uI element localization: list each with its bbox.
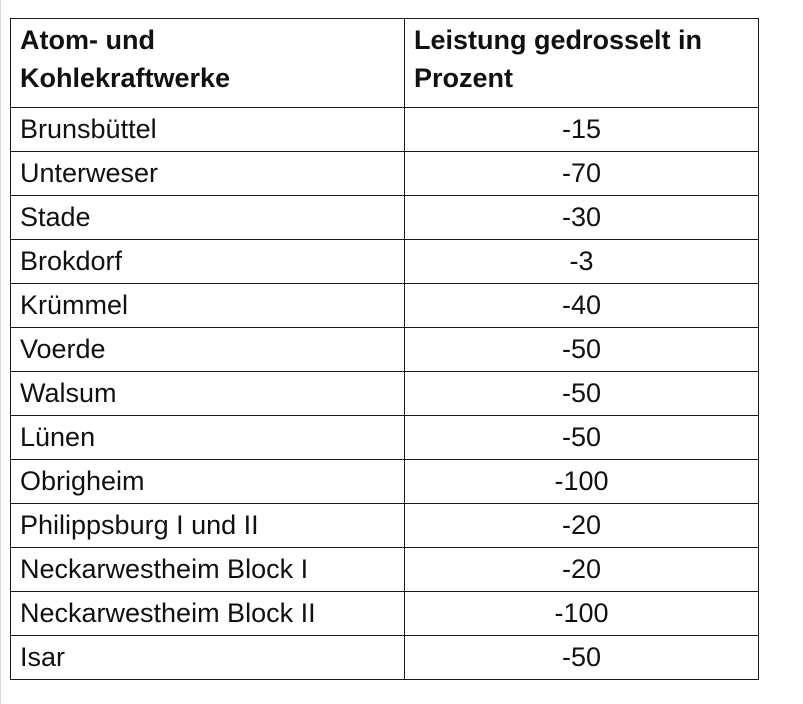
header-reduction-line-1: Leistung gedrosselt in bbox=[414, 25, 703, 55]
page-edge bbox=[0, 0, 1, 704]
reduction-value: -100 bbox=[405, 460, 759, 504]
table-row bbox=[11, 240, 759, 284]
reduction-value: -3 bbox=[405, 240, 759, 284]
header-reduction-line-2: Prozent bbox=[414, 63, 514, 93]
reduction-value: -30 bbox=[405, 196, 759, 240]
reduction-value: -40 bbox=[405, 284, 759, 328]
table-row bbox=[11, 328, 759, 372]
header-plants-line-2: Kohlekraftwerke bbox=[20, 63, 231, 93]
table-row bbox=[11, 196, 759, 240]
plant-name: Obrigheim bbox=[11, 460, 405, 504]
reduction-value: -20 bbox=[405, 548, 759, 592]
table-row bbox=[11, 548, 759, 592]
plant-name: Stade bbox=[11, 196, 405, 240]
reduction-value: -20 bbox=[405, 504, 759, 548]
reduction-value: -50 bbox=[405, 372, 759, 416]
table-row bbox=[11, 460, 759, 504]
table-row bbox=[11, 152, 759, 196]
header-plants bbox=[11, 19, 405, 108]
reduction-value: -70 bbox=[405, 152, 759, 196]
plant-name: Krümmel bbox=[11, 284, 405, 328]
table-row bbox=[11, 504, 759, 548]
table-row bbox=[11, 372, 759, 416]
plant-name: Voerde bbox=[11, 328, 405, 372]
table-row bbox=[11, 636, 759, 680]
plant-name: Unterweser bbox=[11, 152, 405, 196]
plant-name: Brokdorf bbox=[11, 240, 405, 284]
header-reduction bbox=[405, 19, 759, 108]
reduction-value: -15 bbox=[405, 108, 759, 152]
plant-name: Neckarwestheim Block II bbox=[11, 592, 405, 636]
plant-name: Neckarwestheim Block I bbox=[11, 548, 405, 592]
plant-name: Walsum bbox=[11, 372, 405, 416]
table-row bbox=[11, 416, 759, 460]
plant-name: Brunsbüttel bbox=[11, 108, 405, 152]
reduction-value: -100 bbox=[405, 592, 759, 636]
plant-name: Isar bbox=[11, 636, 405, 680]
reduction-value: -50 bbox=[405, 328, 759, 372]
plant-name: Philippsburg I und II bbox=[11, 504, 405, 548]
power-plant-table bbox=[10, 18, 759, 680]
reduction-value: -50 bbox=[405, 416, 759, 460]
table-row bbox=[11, 284, 759, 328]
table-row bbox=[11, 592, 759, 636]
header-plants-line-1: Atom- und bbox=[20, 25, 155, 55]
plant-name: Lünen bbox=[11, 416, 405, 460]
table-header-row bbox=[11, 19, 759, 108]
reduction-value: -50 bbox=[405, 636, 759, 680]
table-row bbox=[11, 108, 759, 152]
